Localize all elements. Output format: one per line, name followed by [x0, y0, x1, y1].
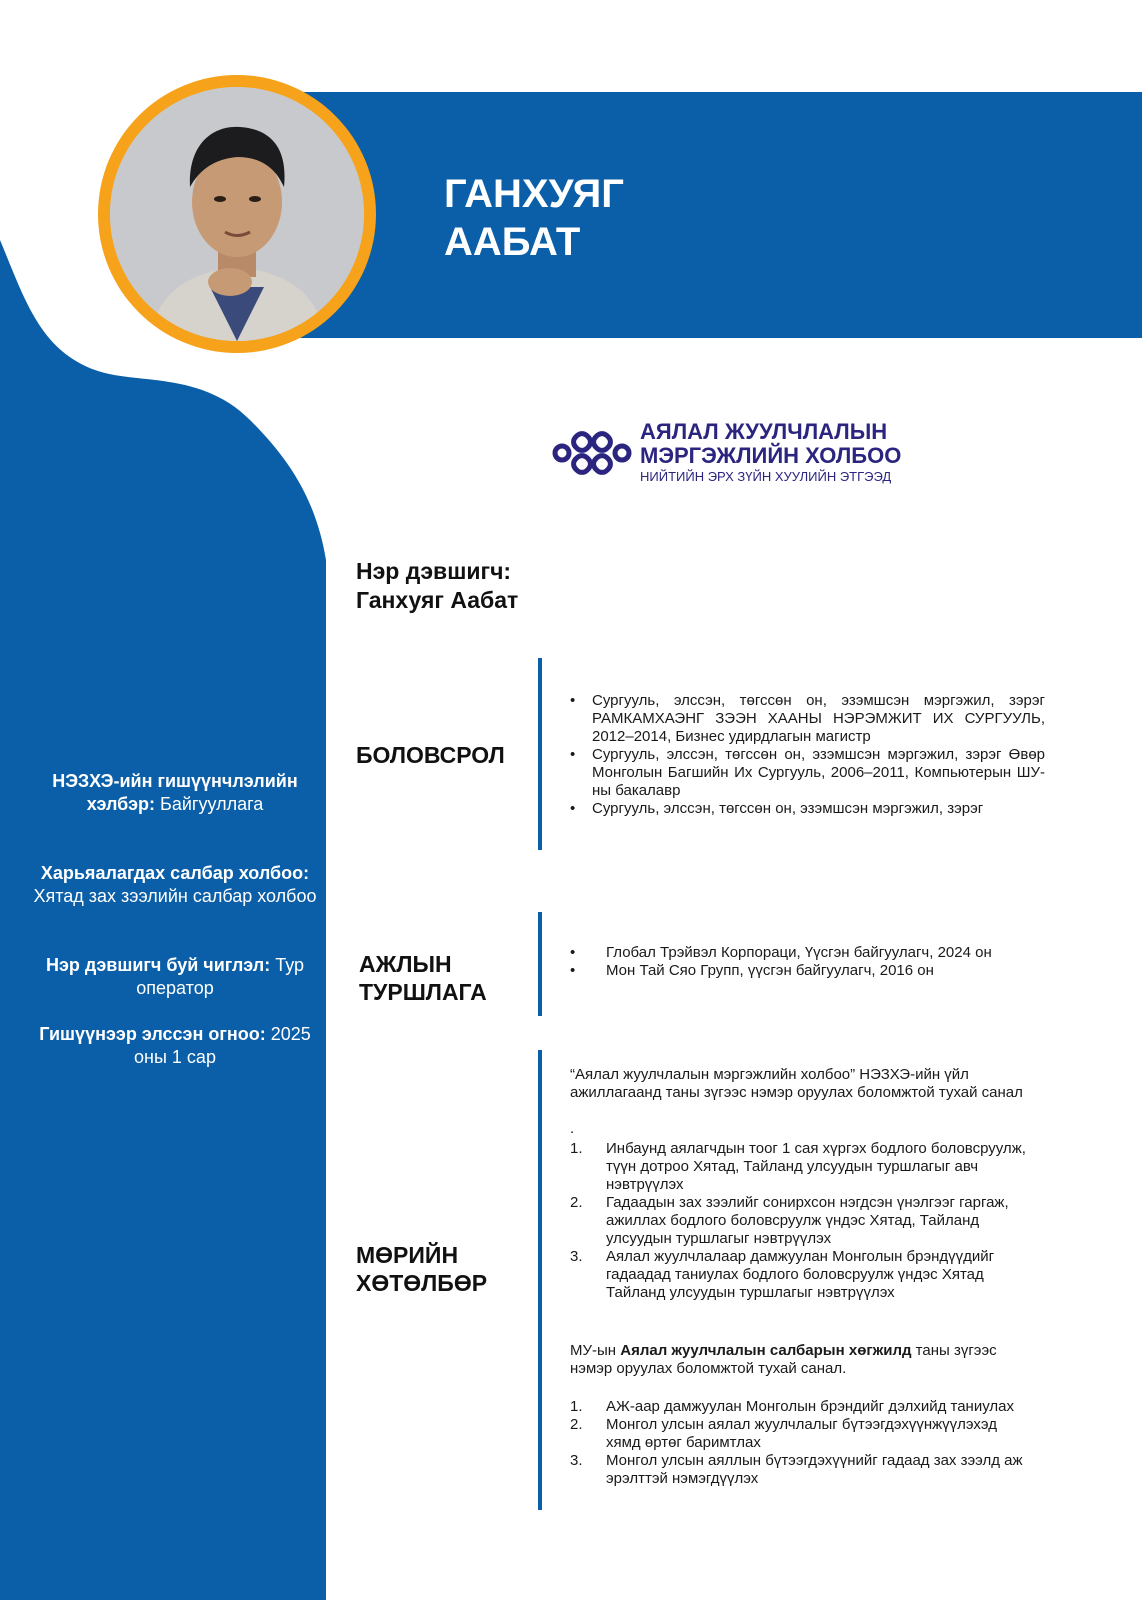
sidebar-value: Хятад зах зээлийн салбар холбоо	[33, 886, 317, 906]
program-item: 1. Инбаунд аялагчдын тоог 1 сая хүргэх бодлого боловсруулж, түүн дотроо Хятад, Тайланд улсуудын туршлагыг авч нэвтрүүлэх	[570, 1140, 1026, 1193]
sidebar-label: Харьяалагдах салбар холбоо:	[40, 863, 310, 883]
candidate-heading	[356, 557, 518, 615]
education-list	[570, 692, 1045, 818]
hero-name	[444, 170, 624, 266]
work-list	[570, 944, 1015, 980]
endless-knot-icon	[552, 424, 632, 484]
sidebar-wave	[0, 240, 326, 1600]
program-title: МӨРИЙН ХӨТӨЛБӨР	[356, 1242, 488, 1296]
program-divider	[538, 1050, 542, 1510]
logo-line-3: НИЙТИЙН ЭРХ ЗҮЙН ХУУЛИЙН ЭТГЭЭД	[640, 469, 892, 484]
program-list-2	[570, 1398, 1030, 1488]
work-item: • Мон Тай Сяо Групп, үүсгэн байгуулагч, 2016 он	[570, 962, 1015, 980]
sidebar-label: НЭЗХЭ-ийн гишүүнчлэлийн хэлбэр:	[52, 771, 298, 814]
sidebar-value: Тур оператор	[136, 955, 305, 998]
program-second-intro: МУ-ын Аялал жуулчлалын салбарын хөгжилд таны зүгээс нэмэр оруулах боломжтой тухай санал.	[570, 1342, 997, 1377]
sidebar-label: Нэр дэвшигч буй чиглэл:	[45, 955, 271, 975]
sidebar-label: Гишүүнээр элссэн огноо:	[39, 1024, 266, 1044]
work-divider	[538, 912, 542, 1016]
sidebar-value: Байгууллага	[160, 794, 264, 814]
logo-line-2: МЭРГЭЖЛИЙН ХОЛБОО	[640, 443, 902, 468]
sidebar-direction	[30, 954, 320, 1000]
portrait-image	[110, 87, 364, 341]
education-divider	[538, 658, 542, 850]
program-intro: “Аялал жуулчлалын мэргэжлийн холбоо” НЭЗХЭ-ийн үйл ажиллагаанд таны зүгээс нэмэр оруулах боломжтой тухай санал	[570, 1066, 1023, 1101]
education-item: • Сургууль, элссэн, төгссөн он, эзэмшсэн мэргэжил, зэрэг Өвөр Монголын Багшийн Их Сургууль, 2006–2011, Компьютерын ШУ-ны бакалавр	[570, 746, 1045, 800]
program-item: 2. Монгол улсын аялал жуулчлалыг бүтээгдэхүүнжүүлэхэд хямд өртөг баримтлах	[570, 1416, 997, 1451]
sidebar-membership-type	[30, 770, 320, 816]
logo-line-1: АЯЛАЛ ЖУУЛЧЛАЛЫН	[640, 419, 888, 444]
last-name: ААБАТ	[444, 220, 581, 264]
candidate-name: Ганхуяг Аабат	[356, 587, 519, 613]
sidebar-join-date	[30, 1023, 320, 1069]
header-band	[300, 92, 1142, 338]
program-item: 3. Монгол улсын аяллын бүтээгдэхүүнийг гадаад зах зээлд аж эрэлттэй нэмэгдүүлэх	[570, 1452, 1023, 1487]
first-name: ГАНХУЯГ	[444, 172, 624, 216]
organization-logo	[552, 420, 932, 490]
sidebar-branch-association	[30, 862, 320, 908]
avatar	[110, 87, 364, 341]
education-item: • Сургууль, элссэн, төгссөн он, эзэмшсэн мэргэжил, зэрэг	[570, 800, 1045, 818]
work-title: АЖЛЫН ТУРШЛАГА	[359, 951, 487, 1005]
program-separator: .	[570, 1120, 575, 1137]
sidebar-value: 2025 оны 1 сар	[134, 1024, 311, 1067]
program-list-1	[570, 1140, 1030, 1302]
candidate-label: Нэр дэвшигч:	[356, 558, 512, 584]
education-title: БОЛОВСРОЛ	[356, 742, 505, 768]
work-item: • Глобал Трэйвэл Корпораци, Үүсгэн байгуулагч, 2024 он	[570, 944, 1015, 962]
program-item: 1. АЖ-аар дамжуулан Монголын брэндийг дэлхийд таниулах	[570, 1398, 1014, 1415]
program-item: 3. Аялал жуулчлалаар дамжуулан Монголын брэндүүдийг гадаадад таниулах бодлого боловсруулж үндэс Хятад Тайланд улсуудын туршлагыг нэвтрүүлэх	[570, 1248, 995, 1301]
program-item: 2. Гадаадын зах зээлийг сонирхсон нэгдсэн үнэлгээг гаргаж, ажиллах бодлого боловсруулж үндэс Хятад, Тайланд улсуудын туршлагыг нэвтрүүлэх	[570, 1194, 1009, 1247]
education-item: • Сургууль, элссэн, төгссөн он, эзэмшсэн мэргэжил, зэрэг РАМКАМХАЭНГ ЗЭЭН ХААНЫ НЭРЭМЖИТ ИХ СУРГУУЛЬ, 2012–2014, Бизнес удирдлагын магистр	[570, 692, 1045, 746]
